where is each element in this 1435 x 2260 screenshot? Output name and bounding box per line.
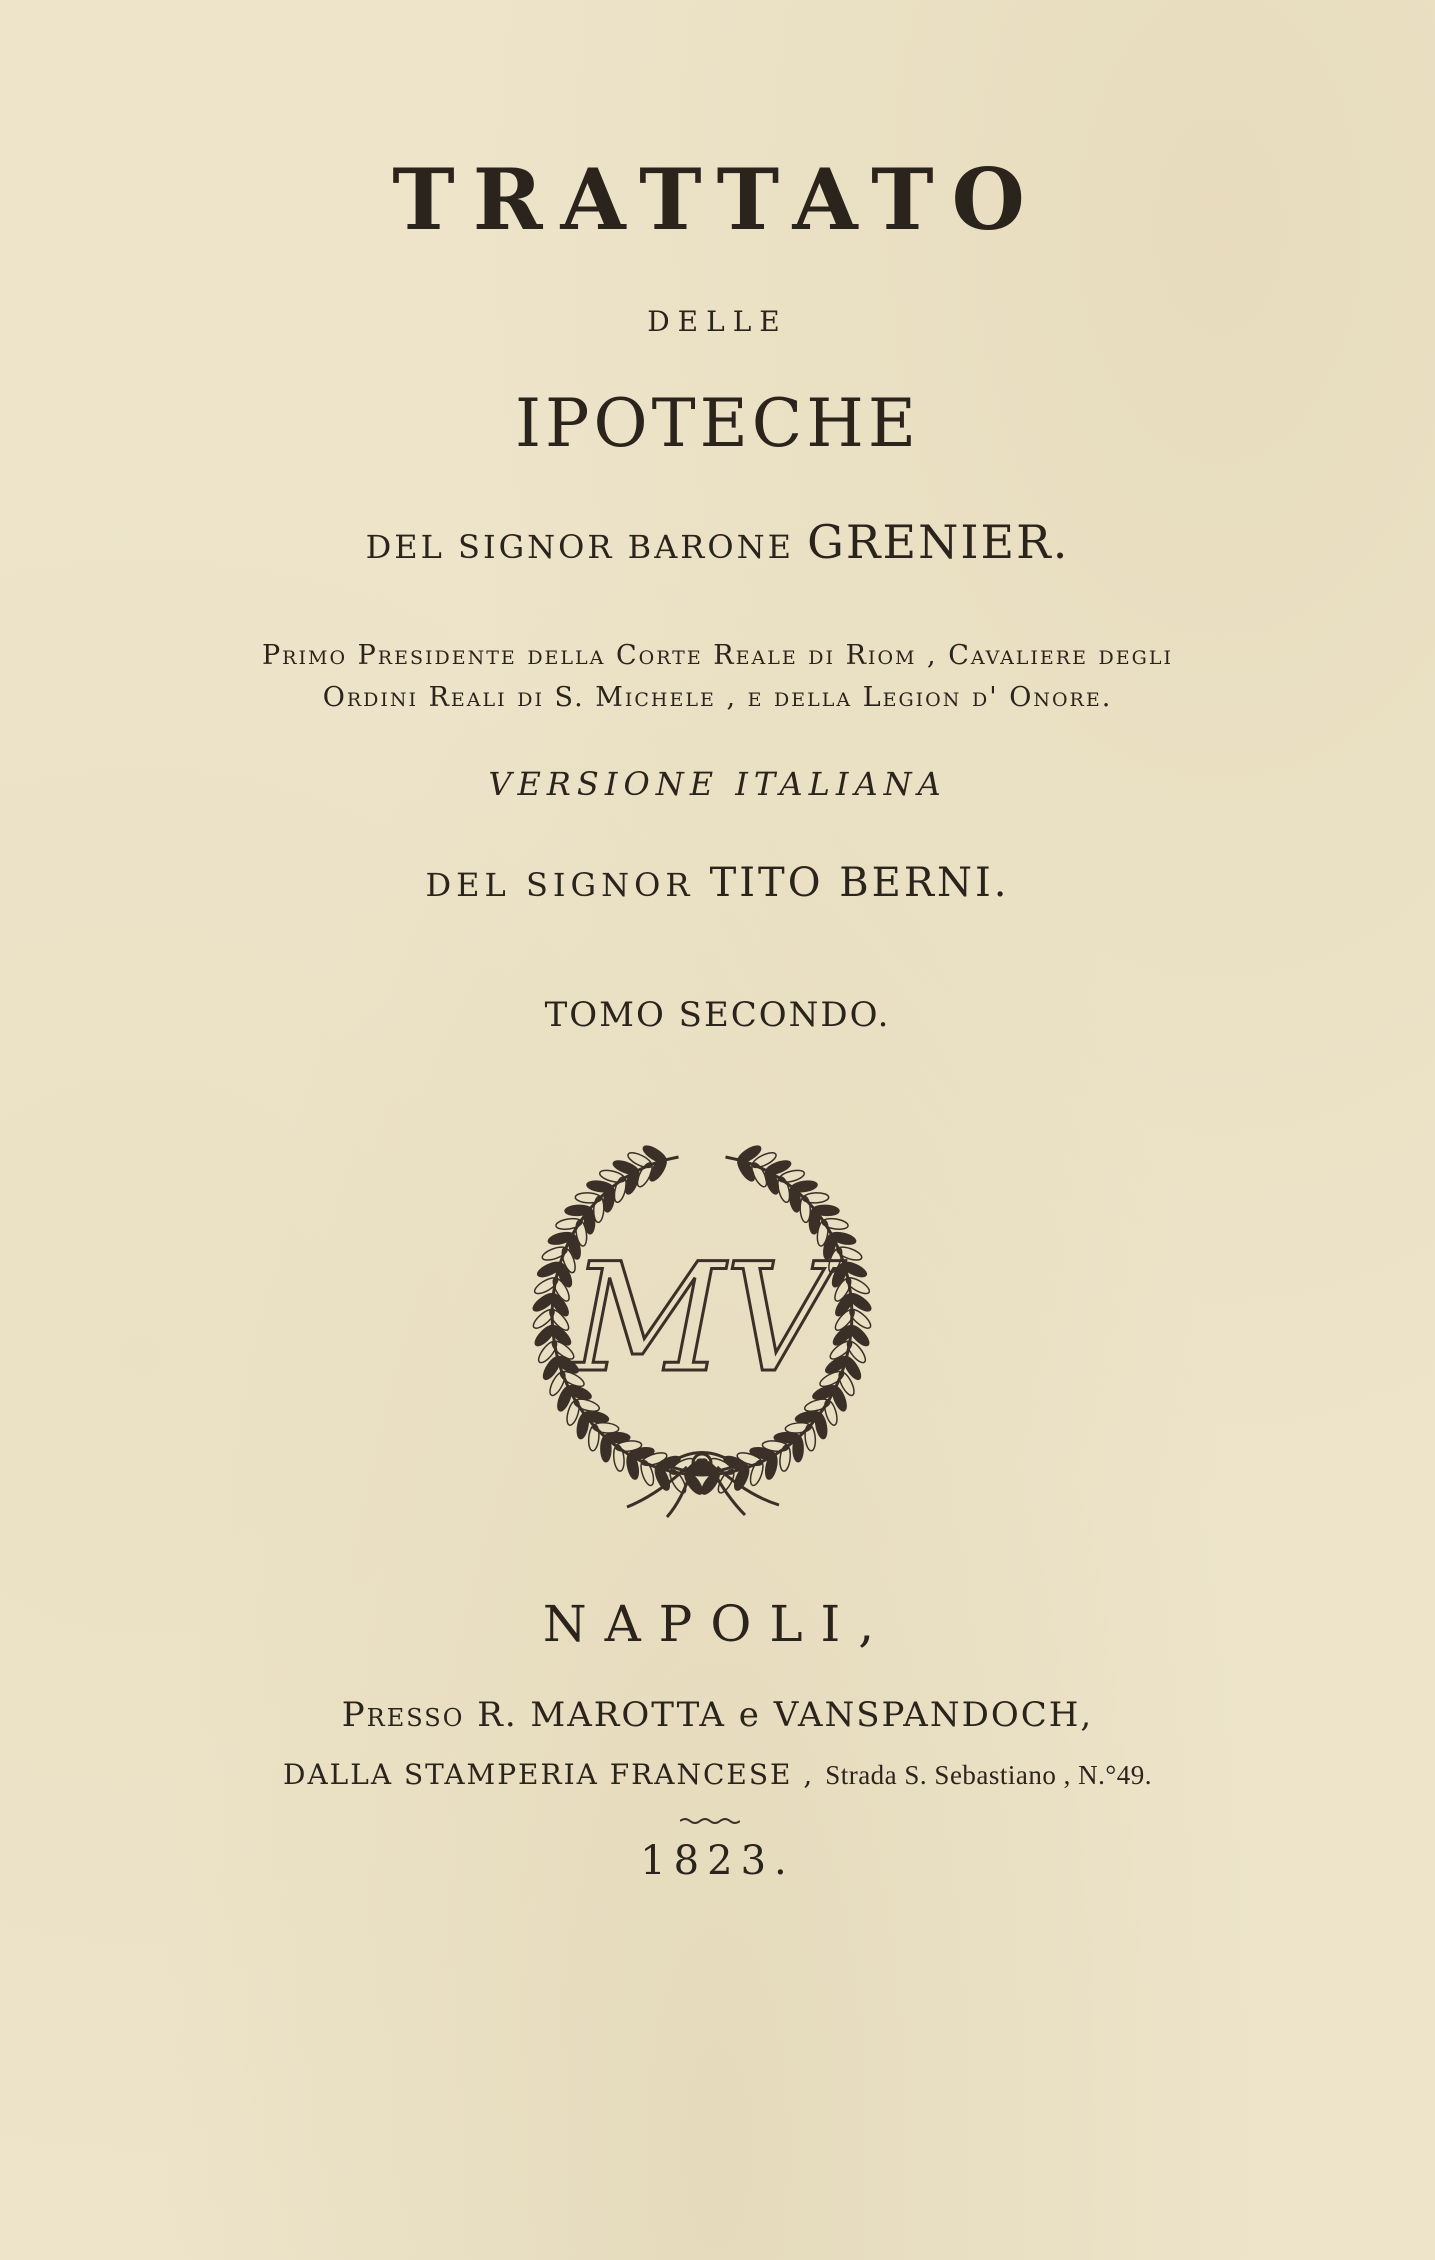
monogram-wreath-icon [517,1135,887,1520]
publication-year: 1823. [640,1838,795,1884]
translator-prefix: DEL SIGNOR [425,866,695,904]
author-name: GRENIER. [807,515,1070,569]
version-label: VERSIONE ITALIANA [488,765,947,803]
author-titles-line-2: Ordini Reali di S. Michele , e della Legion d' Onore. [322,682,1113,713]
press-address: Strada S. Sebastiano , N.°49. [825,1760,1152,1790]
volume-label: TOMO SECONDO. [544,995,891,1035]
monogram-text: MV [571,1232,833,1406]
author-titles [0,635,1435,719]
author-line [0,515,1435,569]
city: NAPOLI, [542,1595,893,1653]
translator-name: TITO BERNI. [709,860,1010,906]
author-prefix: DEL SIGNOR BARONE [365,528,794,566]
author-titles-line-1: Primo Presidente della Corte Reale di Riom , Cavaliere degli [262,640,1173,671]
press-line [0,1758,1435,1791]
title-connector: DELLE [647,305,788,338]
book-subject: IPOTECHE [514,385,921,462]
press-name: DALLA STAMPERIA FRANCESE , [283,1758,815,1791]
wavy-rule-icon [680,1817,740,1825]
publisher-line [0,1695,1435,1735]
publisher-names: R. MAROTTA e VANSPANDOCH, [477,1695,1094,1735]
publisher-prefix: Presso [341,1695,465,1735]
translator-line [0,860,1435,906]
book-title: TRATTATO [392,150,1043,249]
